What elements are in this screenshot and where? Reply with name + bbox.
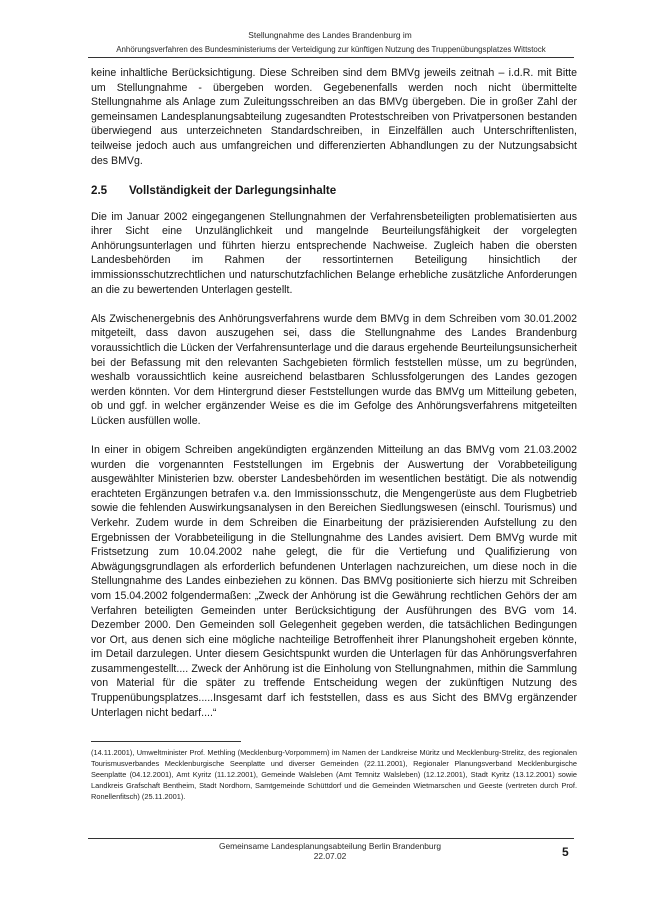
paragraph-2: Als Zwischenergebnis des Anhörungsverfahrens wurde dem BMVg in dem Schreiben vom 30.01.2002 mitgeteilt, dass davon auszugehen sei, dass die Stellungnahme des Landes Brandenburg voraussichtlich die Lücken der Verfahrensunterlage und die daraus ergehende Beurteilungsunsicherheit bei der Befassung mit den relevanten Sachgebieten förmlich feststellen müsse, um zu begründen, weshalb voraussichtlich keine ausreichend belastbaren Schlussfolgerungen des Landes gezogen werden könnten. Vor dem Hintergrund dieser Feststellungen wurde das BMVg um Mitteilung gebeten, ob und ggf. in welcher ergänzender Weise es die im Gefolge des Anhörungsverfahrens mitgeteilten Lücken ausfüllen wolle.: [91, 312, 577, 427]
paragraph-1: Die im Januar 2002 eingegangenen Stellungnahmen der Verfahrensbeteiligten problematisierten aus ihrer Sicht eine Unzulänglichkeit und mangelnde Beurteilungsfähigkeit der vorgelegten Anhörungsunterlagen und führten hierzu entsprechende Nachweise. Zugleich haben die obersten Landesbehörden im Rahmen der ressortinternen Beteiligung hinsichtlich der immissionsschutzrechtlichen und naturschutzfachlichen Belange erhebliche zusätzliche Anforderungen an die zu bewertenden Unterlagen gestellt.: [91, 210, 577, 296]
section-title: Vollständigkeit der Darlegungsinhalte: [129, 183, 337, 197]
footnote-divider: [91, 741, 241, 742]
footer-organization: Gemeinsame Landesplanungsabteilung Berlin Brandenburg: [218, 841, 442, 851]
intro-paragraph: keine inhaltliche Berücksichtigung. Diese Schreiben sind dem BMVg jeweils zeitnah – i.d.R. mit Bitte um Stellungnahme - übergeben worden. Gegebenenfalls werden noch nicht übermittelte Stellungnahme als Anlage zum Zuleitungsschreiben an das BMVg übergeben. Die in großer Zahl der gemeinsamen Landesplanungsabteilung zugesandten Protestschreiben von Privatpersonen bestanden überwiegend aus unterzeichneten Standardschreiben, in Einzelfällen auch Unterschriftenlisten, teilweise jedoch auch aus umfangreichen und differenzierten Abhandlungen zu der Nutzungsabsicht des BMVg.: [91, 67, 577, 167]
footer-divider: [88, 838, 574, 839]
header-line-2: Anhörungsverfahren des Bundesministeriums der Verteidigung zur künftigen Nutzung des Truppenübungsplatzes Wittstock: [116, 45, 546, 54]
page-number: 5: [562, 845, 569, 859]
paragraph-3: In einer in obigem Schreiben angekündigten ergänzenden Mitteilung an das BMVg vom 21.03.2002 wurden die vorgenannten Feststellungen im Ergebnis der Auswertung der Vorabbeteiligung ausgewählter Ministerien bzw. oberster Landesbehörden im wesentlichen bestätigt. Die als notwendig erachteten Ergänzungen betrafen v.a. den Immissionsschutz, die Mengengerüste aus dem Flugbetrieb sowie die fehlenden Auswirkungsanalysen in den Bereichen Siedlungswesen (einschl. Tourismus) und Verkehr. Zudem wurde in dem Schreiben die Einarbeitung der präzisierenden Aufstellung zu den Ergebnissen der Vorabbeteiligung in die Stellungnahme des Landes avisiert. Dem BMVg wurde mit Fristsetzung zum 10.04.2002 nahe gelegt, die für die Vertiefung und Qualifizierung von Abwägungsgrundlagen als erforderlich befundenen Unterlagen nachzureichen, um diese noch in die Stellungnahme des Landes einbeziehen zu können. Das BMVg positionierte sich hierzu mit Schreiben vom 15.04.2002 folgendermaßen: „Zweck der Anhörung ist die Gewährung rechtlichen Gehörs der am Verfahren beteiligten Gemeinden unter Berücksichtigung der Ausführungen des BVG vom 14. Dezember 2000. Den Gemeinden soll Gelegenheit gegeben werden, die tatsächlichen Bedingungen vor Ort, aus denen sich eine mögliche nachteilige Betroffenheit ihrer Planungshoheit ergeben könnte, im Detail darzulegen. Unter diesem Gesichtspunkt wurden die Unterlagen für das Anhörungsverfahren zusammengestellt.... Zweck der Anhörung ist die Einholung von Stellungnahmen, mithin die Sammlung von Material für die später zu treffende Entscheidung wegen der zukünftigen Nutzung des Truppenübungsplatzes.....Insgesamt darf ich feststellen, dass es aus Sicht des BMVg ergänzender Unterlagen nicht bedarf....“: [91, 443, 577, 719]
footnote: (14.11.2001), Umweltminister Prof. Methling (Mecklenburg-Vorpommern) im Namen der Landkreise Müritz und Mecklenburg-Strelitz, des regionalen Tourismusverbandes Mecklenburgische Seenplatte und diverser Gemeinden (22.11.2001), Regionaler Planungsverband Mecklenburgische Seenplatte (04.12.2001), Amt Kyritz (11.12.2001), Gemeinde Walsleben (Amt Temnitz Walsleben) (12.12.2001), Stadt Kyritz (13.12.2001) sowie Landkreis Grafschaft Bentheim, Stadt Nordhorn, Samtgemeinde Schüttdorf und die Gemeinden Wietmarschen und Geeste (vertreten durch Prof. Ronellenfitsch) (25.11.2001).: [91, 748, 577, 801]
section-heading: [91, 183, 577, 198]
header-divider: [88, 57, 574, 58]
header-line-1: Stellungnahme des Landes Brandenburg im: [248, 30, 412, 40]
section-number: 2.5: [91, 183, 108, 197]
main-text: [91, 66, 577, 735]
footer-date: 22.07.02: [313, 851, 347, 861]
